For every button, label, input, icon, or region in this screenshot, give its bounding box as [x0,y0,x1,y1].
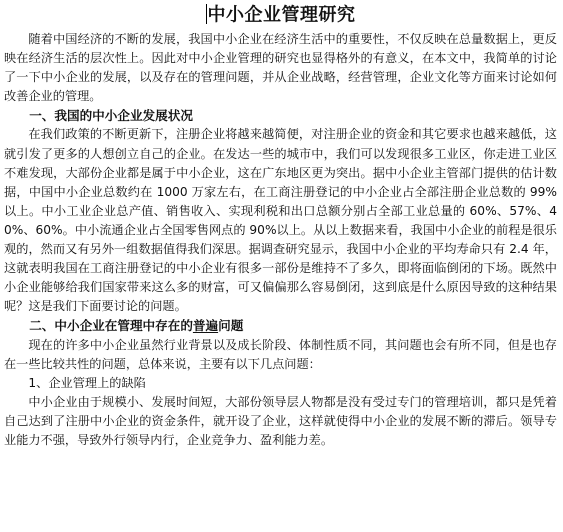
title-bar [4,0,557,30]
section-1-paragraph[interactable]: 在我们政策的不断更新下，注册企业将越来越简便，对注册企业的资金和其它要求也越来越低，这就引发了更多的人想创立自己的企业。在发达一些的城市中，我们可以发现很多工业区，你走进工业区不难发现，大部份企业都是属于中小企业，这在广东地区更为突出。据中小企业主管部门提供的估计数据，中国中小企业总数约在 1000 万家左右，在工商注册登记的中小企业占全部注册企业总数的 99%以上。中小工业企业总产值、销售收入、实现利税和出口总额分别占全部工业总量的 60%、57%、40%、60%。中小流通企业占全国零售网点的 90%以上。从以上数据来看，我国中小企业的前程是很乐观的，然而又有另外一组数据值得我们深思。据调查研究显示，我国中小企业的平均寿命只有 2.4 年，这就表明我国在工商注册登记的中小企业有很多一部份是维持不了多久，即将面临倒闭的下场。既然中小企业能够给我们国家带来这么多的财富，可又偏偏那么容易倒闭，这到底是什么原因导致的这种结果呢？这是我们下面要讨论的问题。 [4,127,557,314]
document-body[interactable] [4,30,557,450]
section-2-heading-underlined: 普遍 [192,318,219,334]
section-2-subparagraph[interactable]: 中小企业由于规模小、发展时间短，大部份领导层人物都是没有受过专门的管理培训，都只是凭着自己达到了注册中小企业的资金条件，就开设了企业，这样就使得中小企业的发展不断的滞后。领导专业能力不强，导致外行领导内行，企业竞争力、盈利能力差。 [4,394,557,447]
document-title[interactable]: 中小企业管理研究 [207,4,356,26]
section-2-subheading[interactable]: 1、企业管理上的缺陷 [28,375,146,390]
text-cursor [206,4,207,24]
section-1-heading[interactable]: 一、我国的中小企业发展状况 [29,108,193,124]
section-2-heading[interactable] [4,316,557,335]
intro-paragraph[interactable]: 随着中国经济的不断的发展，我国中小企业在经济生活中的重要性，不仅反映在总量数据上，更反映在经济生活的层次性上。因此对中小企业管理的研究也显得格外的有意义，在本文中，我简单的讨论了一下中小企业的发展，以及存在的管理问题，并从企业战略，经营管理，企业文化等方面来讨论如何改善企业的管理。 [4,32,557,104]
section-2-heading-suffix: 问题 [218,318,244,334]
section-2-paragraph[interactable]: 现在的许多中小企业虽然行业背景以及成长阶段、体制性质不同，其问题也会有所不同，但是也存在一些比较共性的问题，总体来说，主要有以下几点问题： [4,337,557,371]
section-2-heading-prefix: 二、中小企业在管理中存在的 [29,318,193,334]
